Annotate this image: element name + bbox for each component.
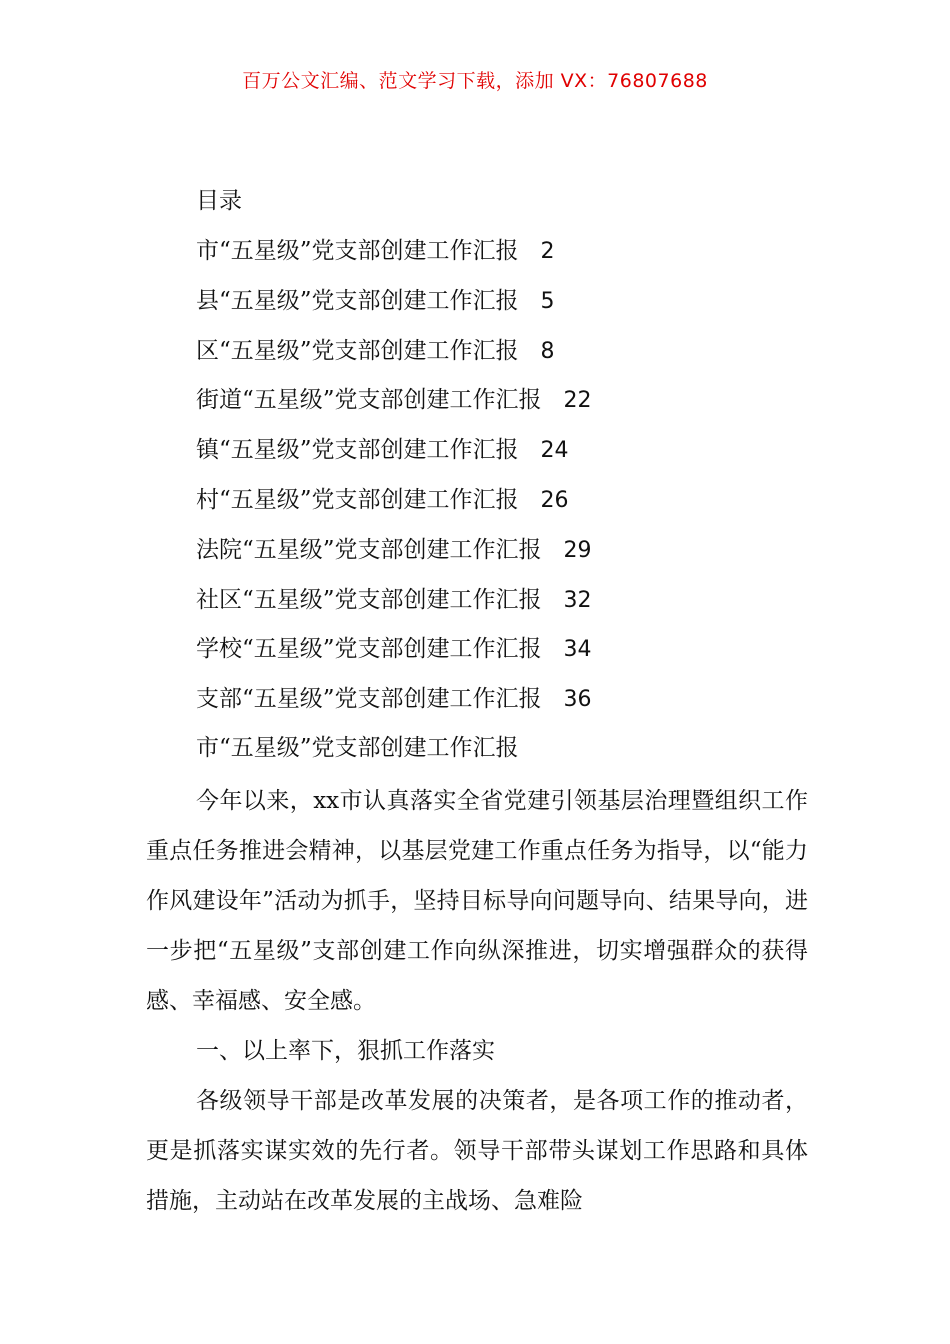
toc-item-page: 26 [540, 487, 569, 513]
toc-item-page: 8 [540, 338, 555, 364]
document-heading: 市“五星级”党支部创建工作汇报 [196, 735, 519, 761]
intro-paragraph: 今年以来，xx市认真落实全省党建引领基层治理暨组织工作重点任务推进会精神，以基层党建工作重点任务为指导，以“能力作风建设年”活动为抓手，坚持目标导向问题导向、结果导向，进一步把“五星级”支部创建工作向纵深推进，切实增强群众的获得感、幸福感、安全感。 [146, 788, 808, 1014]
toc-item-page: 5 [540, 288, 555, 314]
toc-list [196, 231, 816, 729]
toc-item[interactable] [196, 380, 816, 430]
toc-item-label: 学校“五星级”党支部创建工作汇报 [196, 636, 542, 663]
section-1-title: 一、以上率下，狠抓工作落实 [196, 1038, 495, 1064]
toc-item[interactable] [196, 331, 816, 381]
toc-item-label: 法院“五星级”党支部创建工作汇报 [196, 536, 542, 563]
toc-item[interactable] [196, 530, 816, 580]
section-1-paragraph: 各级领导干部是改革发展的决策者，是各项工作的推动者，更是抓落实谋实效的先行者。领导干部带头谋划工作思路和具体措施，主动站在改革发展的主战场、急难险 [146, 1088, 808, 1214]
document-body [146, 726, 808, 1226]
toc-item-page: 32 [563, 587, 592, 613]
toc-item[interactable] [196, 430, 816, 480]
toc-item-label: 镇“五星级”党支部创建工作汇报 [196, 437, 519, 464]
toc-item[interactable] [196, 231, 816, 281]
toc-item-page: 22 [563, 388, 592, 414]
toc-item-page: 24 [540, 438, 569, 464]
toc-item-page: 34 [563, 637, 592, 663]
toc-item-label: 街道“五星级”党支部创建工作汇报 [196, 387, 542, 414]
toc-item[interactable] [196, 480, 816, 530]
toc-item[interactable] [196, 679, 816, 729]
toc-item-page: 29 [563, 537, 592, 563]
toc-item-label: 支部“五星级”党支部创建工作汇报 [196, 686, 542, 713]
toc-item-label: 社区“五星级”党支部创建工作汇报 [196, 586, 542, 613]
toc-item[interactable] [196, 580, 816, 630]
toc-item-label: 村“五星级”党支部创建工作汇报 [196, 486, 519, 513]
download-banner: 百万公文汇编、范文学习下载，添加 VX：76807688 [242, 70, 708, 92]
toc-item-page: 2 [540, 239, 555, 264]
toc-item-label: 区“五星级”党支部创建工作汇报 [196, 337, 519, 364]
toc-item[interactable] [196, 629, 816, 679]
toc-item-label: 市“五星级”党支部创建工作汇报 [196, 238, 519, 264]
toc-item[interactable] [196, 281, 816, 331]
toc-title: 目录 [196, 188, 242, 214]
toc-item-label: 县“五星级”党支部创建工作汇报 [196, 287, 519, 314]
toc-item-page: 36 [563, 687, 592, 713]
table-of-contents [196, 181, 816, 729]
